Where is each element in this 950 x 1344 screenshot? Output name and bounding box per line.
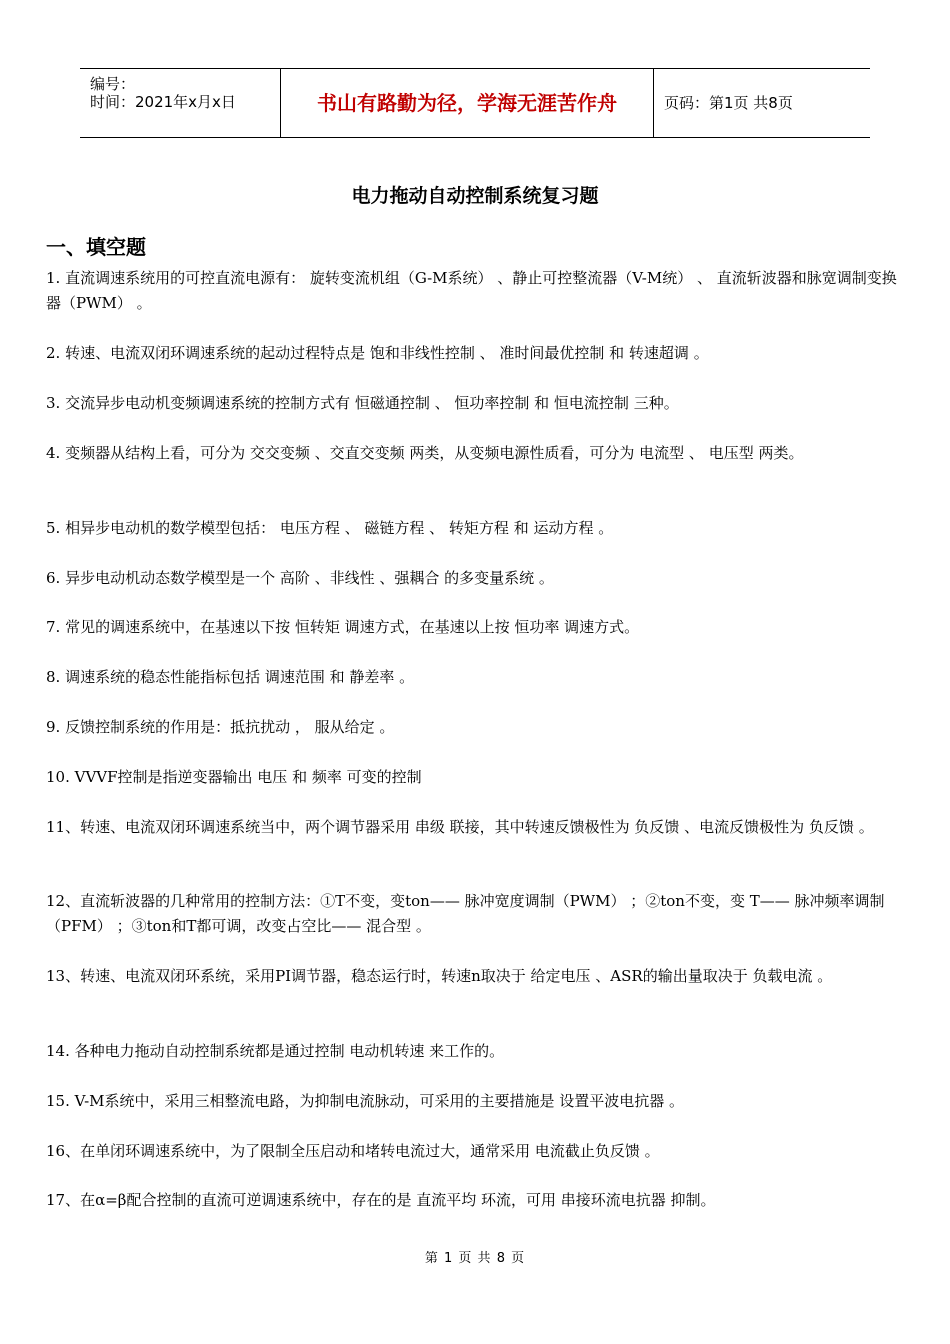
- header-meta-cell: [80, 69, 281, 137]
- question-item: 17、在α=β配合控制的直流可逆调速系统中，存在的是 直流平均 环流，可用 串接环流电抗器 抑制。: [46, 1191, 716, 1209]
- question-item: 4. 变频器从结构上看，可分为 交交变频 、交直交变频 两类，从变频电源性质看，可分为 电流型 、 电压型 两类。: [46, 444, 804, 462]
- question-item: 15. V-M系统中，采用三相整流电路，为抑制电流脉动，可采用的主要措施是 设置平波电抗器 。: [46, 1092, 685, 1110]
- header-table: [80, 68, 870, 138]
- question-item: 3. 交流异步电动机变频调速系统的控制方式有 恒磁通控制 、 恒功率控制 和 恒电流控制 三种。: [46, 394, 679, 412]
- question-item: 8. 调速系统的稳态性能指标包括 调速范围 和 静差率 。: [46, 668, 415, 686]
- page-info: 页码：第1页 共8页: [664, 94, 793, 112]
- question-item: 11、转速、电流双闭环调速系统当中，两个调节器采用 串级 联接，其中转速反馈极性为 负反馈 、电流反馈极性为 负反馈 。: [46, 818, 874, 836]
- question-item: 14. 各种电力拖动自动控制系统都是通过控制 电动机转速 来工作的。: [46, 1042, 505, 1060]
- question-item: 13、转速、电流双闭环系统，采用PI调节器，稳态运行时，转速n取决于 给定电压 、ASR的输出量取决于 负载电流 。: [46, 967, 833, 985]
- motto: 书山有路勤为径，学海无涯苦作舟: [281, 69, 654, 137]
- question-item: 10. VVVF控制是指逆变器输出 电压 和 频率 可变的控制: [46, 768, 422, 786]
- number-label: 编号：: [90, 75, 136, 93]
- question-item: 16、在单闭环调速系统中，为了限制全压启动和堵转电流过大，通常采用 电流截止负反馈 。: [46, 1142, 660, 1160]
- question-item: 12、直流斩波器的几种常用的控制方法：①T不变，变ton—— 脉冲宽度调制（PWM） ；②ton不变，变 T—— 脉冲频率调制（PFM） ；③ton和T都可调，改变占空比—— 混合型 。: [46, 892, 885, 935]
- question-item: 1. 直流调速系统用的可控直流电源有： 旋转变流机组（G-M系统） 、静止可控整流器（V-M统） 、 直流斩波器和脉宽调制变换器（PWM） 。: [46, 269, 897, 312]
- page-footer: 第 1 页 共 8 页: [424, 1251, 526, 1266]
- date-label: 时间：2021年x月x日: [90, 93, 236, 111]
- question-item: 6. 异步电动机动态数学模型是一个 高阶 、非线性 、强耦合 的多变量系统 。: [46, 569, 554, 587]
- question-item: 2. 转速、电流双闭环调速系统的起动过程特点是 饱和非线性控制 、 准时间最优控制 和 转速超调 。: [46, 344, 709, 362]
- question-item: 7. 常见的调速系统中，在基速以下按 恒转矩 调速方式，在基速以上按 恒功率 调速方式。: [46, 618, 640, 636]
- question-item: 5. 相异步电动机的数学模型包括： 电压方程 、 磁链方程 、 转矩方程 和 运动方程 。: [46, 519, 614, 537]
- document-title: 电力拖动自动控制系统复习题: [351, 185, 599, 207]
- section-title: 一、填空题: [46, 235, 146, 259]
- question-item: 9. 反馈控制系统的作用是：抵抗扰动 ， 服从给定 。: [46, 718, 395, 736]
